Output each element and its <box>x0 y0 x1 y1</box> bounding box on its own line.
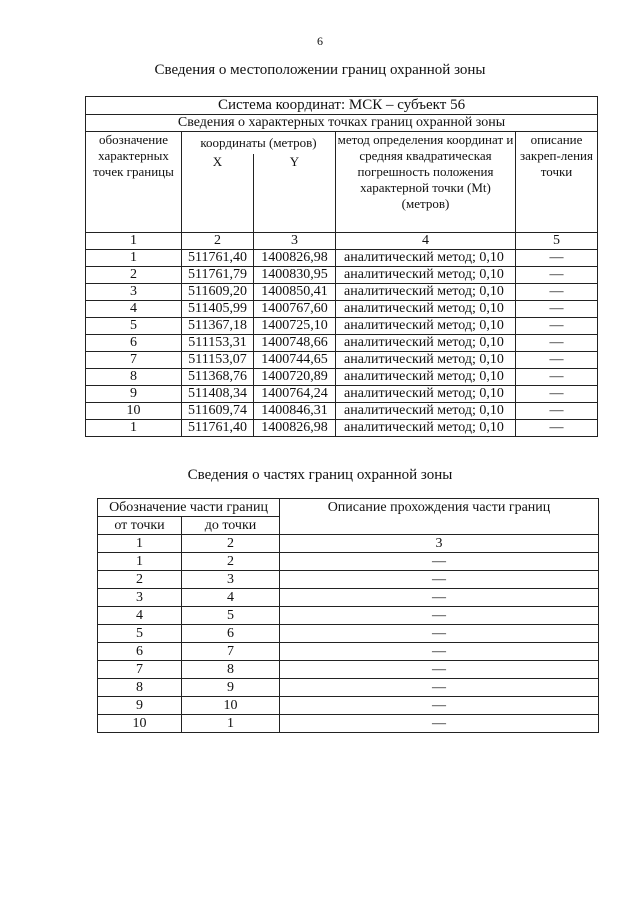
cell-from: 8 <box>98 679 182 697</box>
header-to: до точки <box>182 517 280 535</box>
cell-to: 4 <box>182 589 280 607</box>
cell-x: 511761,40 <box>182 420 254 437</box>
cell-method: аналитический метод; 0,10 <box>336 386 516 403</box>
cell-x: 511609,20 <box>182 284 254 301</box>
characteristic-points-table <box>85 96 598 437</box>
table-row <box>98 661 599 679</box>
section-title-parts: Сведения о частях границ охранной зоны <box>187 467 453 483</box>
cell-method: аналитический метод; 0,10 <box>336 369 516 386</box>
cell-y: 1400767,60 <box>254 301 336 318</box>
cell-y: 1400725,10 <box>254 318 336 335</box>
cell-desc: — <box>516 284 598 301</box>
parts-table-body <box>98 553 599 733</box>
col-number: 1 <box>86 233 182 250</box>
table-row <box>86 301 598 318</box>
cell-point: 7 <box>86 352 182 369</box>
header-coords: координаты (метров) <box>182 132 336 155</box>
cell-desc: — <box>280 553 599 571</box>
cell-x: 511368,76 <box>182 369 254 386</box>
cell-method: аналитический метод; 0,10 <box>336 318 516 335</box>
cell-desc: — <box>280 589 599 607</box>
cell-x: 511609,74 <box>182 403 254 420</box>
cell-method: аналитический метод; 0,10 <box>336 250 516 267</box>
col-number: 1 <box>98 535 182 553</box>
cell-y: 1400830,95 <box>254 267 336 284</box>
points-subtitle: Сведения о характерных точках границ охранной зоны <box>86 115 598 132</box>
cell-point: 1 <box>86 420 182 437</box>
boundary-parts-table <box>97 498 599 733</box>
cell-from: 7 <box>98 661 182 679</box>
page-number: 6 <box>317 34 323 48</box>
cell-desc: — <box>280 661 599 679</box>
cell-method: аналитический метод; 0,10 <box>336 403 516 420</box>
cell-from: 2 <box>98 571 182 589</box>
cell-x: 511153,31 <box>182 335 254 352</box>
header-part: Обозначение части границ <box>98 499 280 517</box>
points-table-body <box>86 250 598 437</box>
cell-from: 4 <box>98 607 182 625</box>
cell-x: 511405,99 <box>182 301 254 318</box>
cell-x: 511367,18 <box>182 318 254 335</box>
cell-x: 511408,34 <box>182 386 254 403</box>
header-desc: описание закреп-ления точки <box>516 132 598 233</box>
cell-point: 3 <box>86 284 182 301</box>
cell-method: аналитический метод; 0,10 <box>336 335 516 352</box>
cell-method: аналитический метод; 0,10 <box>336 301 516 318</box>
cell-from: 9 <box>98 697 182 715</box>
cell-x: 511153,07 <box>182 352 254 369</box>
cell-to: 3 <box>182 571 280 589</box>
cell-method: аналитический метод; 0,10 <box>336 284 516 301</box>
cell-point: 8 <box>86 369 182 386</box>
cell-desc: — <box>516 267 598 284</box>
cell-from: 6 <box>98 643 182 661</box>
col-number: 5 <box>516 233 598 250</box>
cell-y: 1400764,24 <box>254 386 336 403</box>
cell-y: 1400748,66 <box>254 335 336 352</box>
col-number: 3 <box>280 535 599 553</box>
table-row <box>86 403 598 420</box>
cell-to: 9 <box>182 679 280 697</box>
table-row <box>86 318 598 335</box>
cell-desc: — <box>516 318 598 335</box>
table-row <box>98 589 599 607</box>
column-numbers-row <box>86 233 598 250</box>
table-row <box>98 553 599 571</box>
cell-desc: — <box>280 715 599 733</box>
table-row <box>86 352 598 369</box>
header-y: Y <box>254 154 336 233</box>
table-row <box>98 571 599 589</box>
cell-y: 1400846,31 <box>254 403 336 420</box>
col-number: 2 <box>182 535 280 553</box>
table-row <box>98 679 599 697</box>
cell-desc: — <box>516 369 598 386</box>
header-from: от точки <box>98 517 182 535</box>
table-row <box>86 284 598 301</box>
cell-desc: — <box>516 335 598 352</box>
table-row <box>98 697 599 715</box>
table-row <box>86 386 598 403</box>
cell-point: 2 <box>86 267 182 284</box>
cell-y: 1400826,98 <box>254 250 336 267</box>
cell-from: 5 <box>98 625 182 643</box>
cell-to: 6 <box>182 625 280 643</box>
cell-desc: — <box>516 301 598 318</box>
coordinate-system: Система координат: МСК – субъект 56 <box>86 97 598 115</box>
cell-y: 1400826,98 <box>254 420 336 437</box>
cell-to: 1 <box>182 715 280 733</box>
header-part-desc: Описание прохождения части границ <box>280 499 599 535</box>
header-x: X <box>182 154 254 233</box>
table-row <box>98 625 599 643</box>
cell-y: 1400850,41 <box>254 284 336 301</box>
cell-point: 10 <box>86 403 182 420</box>
table-row <box>86 250 598 267</box>
col-number: 3 <box>254 233 336 250</box>
table-row <box>86 420 598 437</box>
cell-x: 511761,79 <box>182 267 254 284</box>
cell-to: 8 <box>182 661 280 679</box>
cell-desc: — <box>280 571 599 589</box>
cell-desc: — <box>280 697 599 715</box>
cell-from: 10 <box>98 715 182 733</box>
cell-desc: — <box>516 352 598 369</box>
cell-desc: — <box>280 643 599 661</box>
table-row <box>98 607 599 625</box>
cell-y: 1400744,65 <box>254 352 336 369</box>
cell-desc: — <box>516 386 598 403</box>
cell-desc: — <box>280 625 599 643</box>
column-numbers-row <box>98 535 599 553</box>
cell-y: 1400720,89 <box>254 369 336 386</box>
header-method: метод определения координат и средняя квадратическая погрешность положения характерной точки (Mt) (метров) <box>336 132 516 233</box>
cell-from: 3 <box>98 589 182 607</box>
cell-method: аналитический метод; 0,10 <box>336 352 516 369</box>
cell-method: аналитический метод; 0,10 <box>336 420 516 437</box>
table-row <box>86 335 598 352</box>
cell-point: 1 <box>86 250 182 267</box>
table-row <box>98 643 599 661</box>
cell-point: 5 <box>86 318 182 335</box>
cell-from: 1 <box>98 553 182 571</box>
table-row <box>86 267 598 284</box>
section-title-location: Сведения о местоположении границ охранной зоны <box>154 62 486 78</box>
col-number: 4 <box>336 233 516 250</box>
cell-point: 4 <box>86 301 182 318</box>
cell-desc: — <box>516 250 598 267</box>
col-number: 2 <box>182 233 254 250</box>
table-row <box>98 715 599 733</box>
cell-desc: — <box>516 403 598 420</box>
cell-desc: — <box>280 607 599 625</box>
cell-desc: — <box>516 420 598 437</box>
cell-to: 7 <box>182 643 280 661</box>
cell-x: 511761,40 <box>182 250 254 267</box>
header-point: обозначение характерных точек границы <box>86 132 182 233</box>
cell-point: 9 <box>86 386 182 403</box>
cell-method: аналитический метод; 0,10 <box>336 267 516 284</box>
cell-point: 6 <box>86 335 182 352</box>
cell-to: 5 <box>182 607 280 625</box>
table-row <box>86 369 598 386</box>
cell-desc: — <box>280 679 599 697</box>
cell-to: 2 <box>182 553 280 571</box>
cell-to: 10 <box>182 697 280 715</box>
